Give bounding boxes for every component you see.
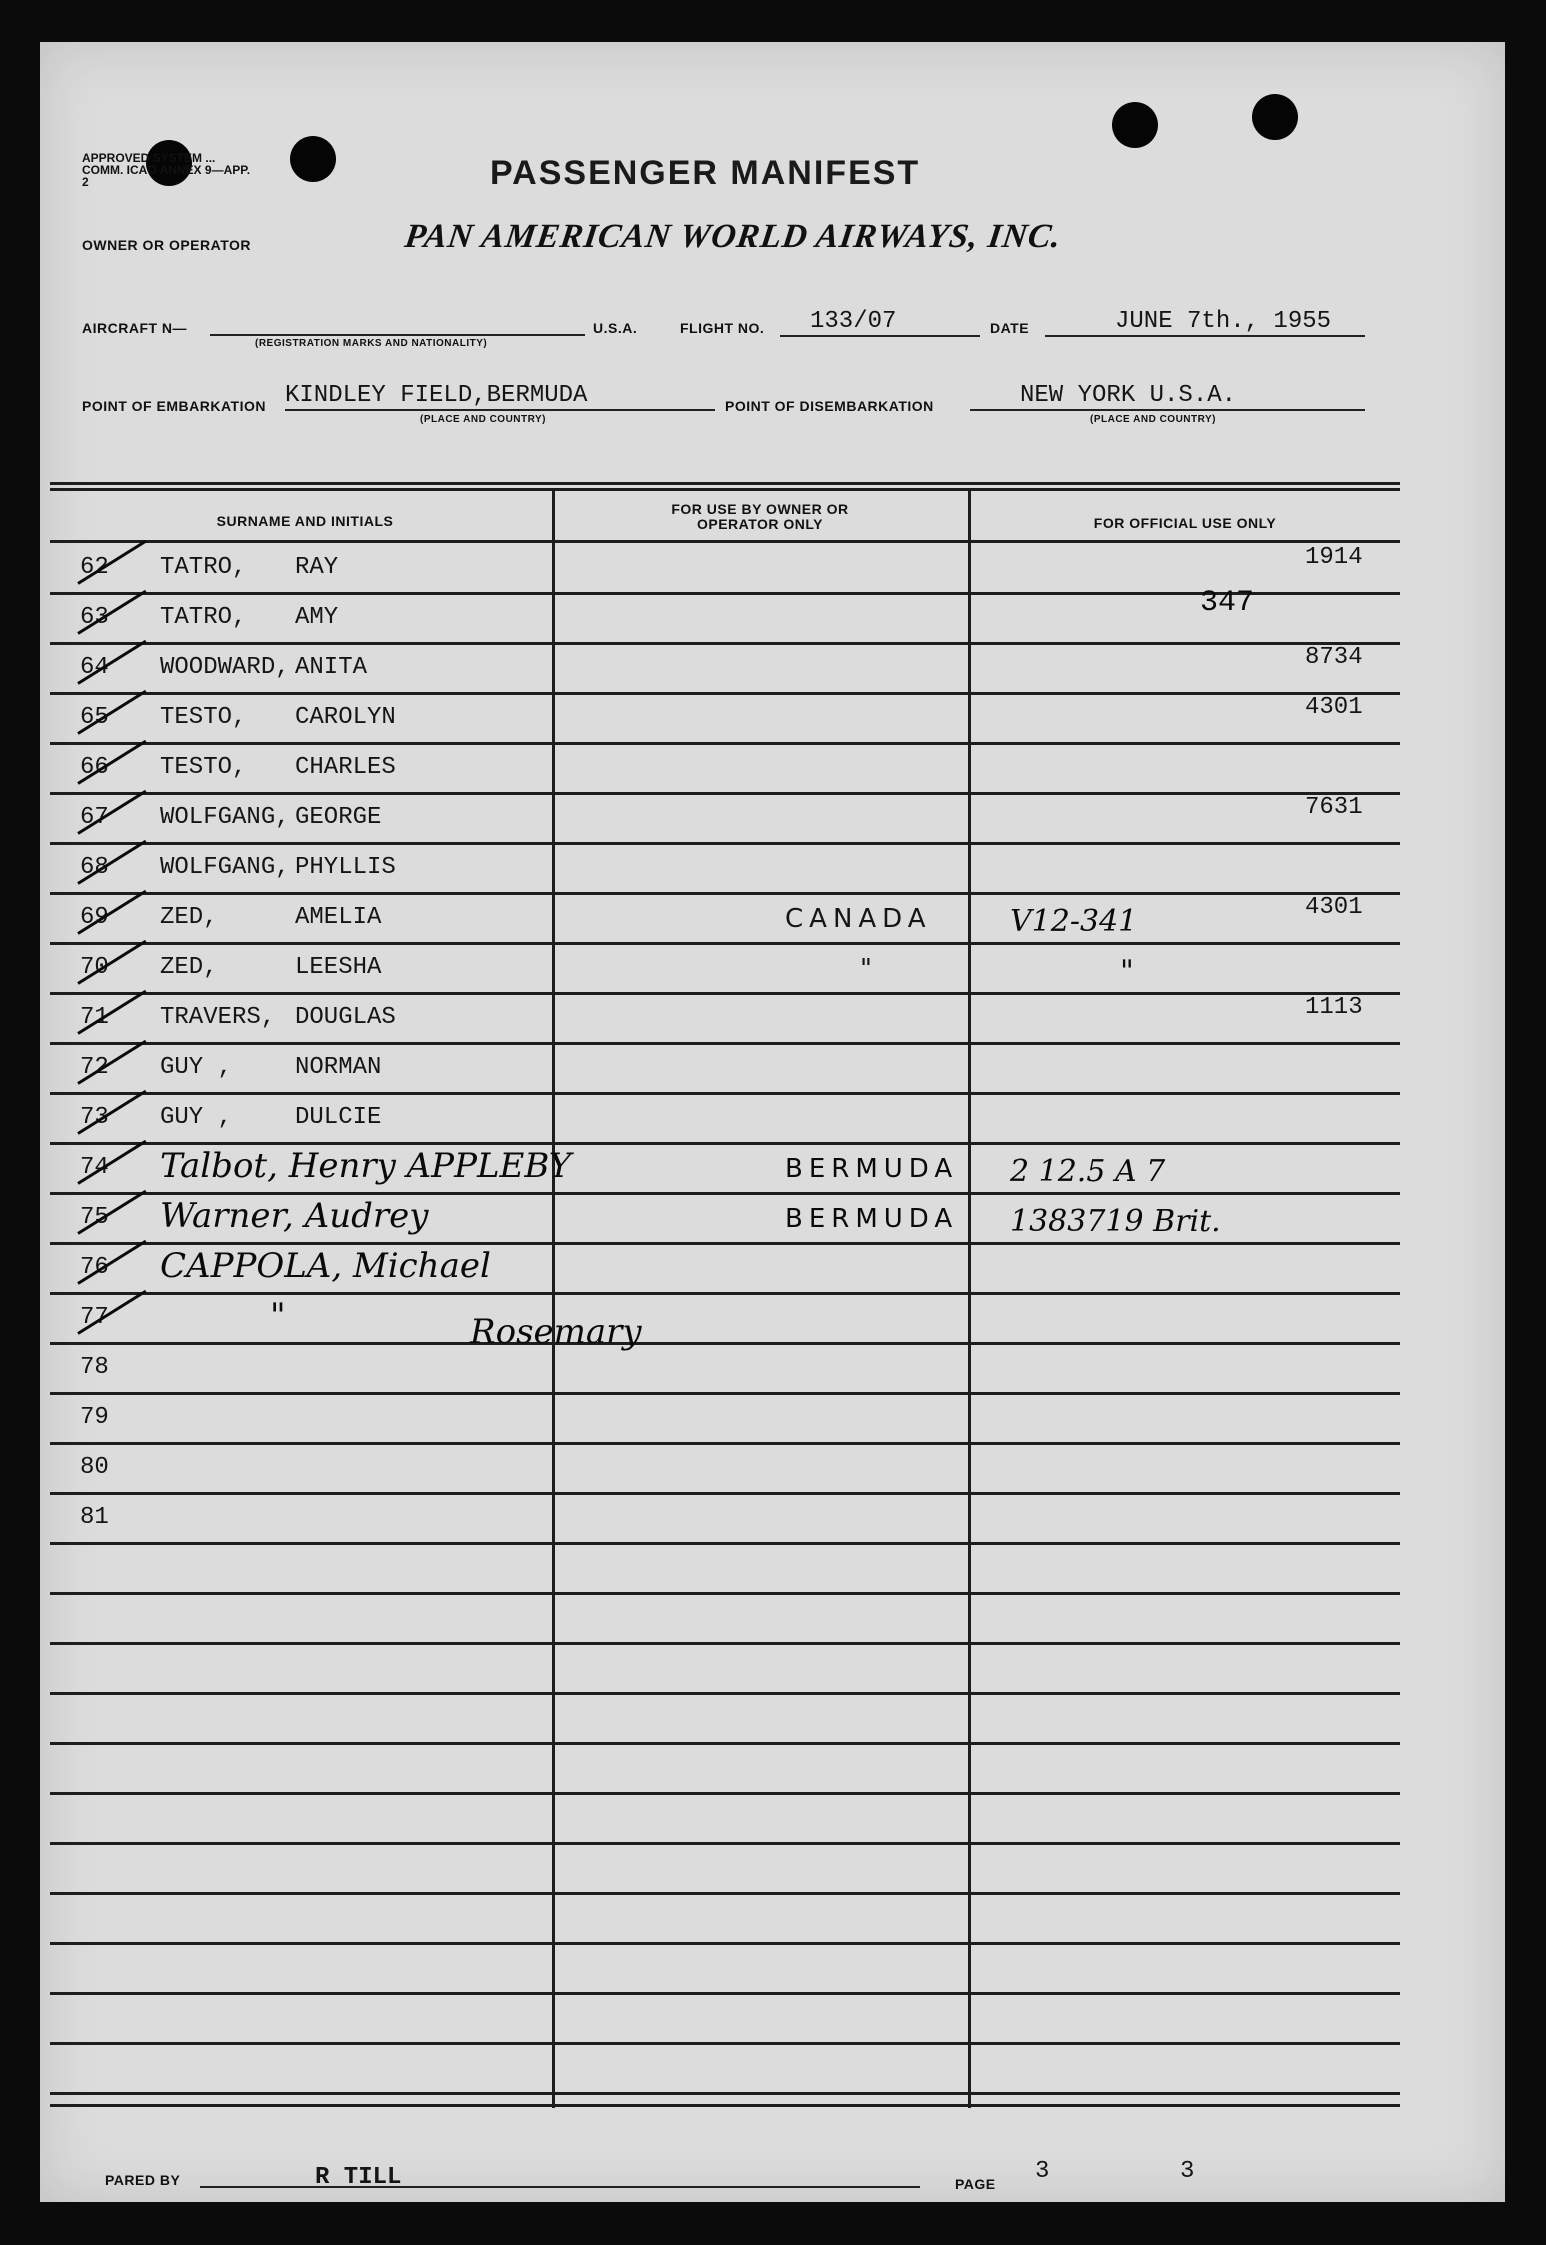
row-number: 69 (80, 904, 109, 931)
disembark-place-caption: (PLACE AND COUNTRY) (1090, 414, 1216, 425)
passenger-given-name: DULCIE (295, 1104, 382, 1131)
passenger-given-name: AMY (295, 604, 339, 631)
passenger-surname: " (270, 1296, 286, 1336)
row-number: 65 (80, 704, 109, 731)
official-code: 1113 (1305, 994, 1363, 1021)
embark-place-caption: (PLACE AND COUNTRY) (420, 414, 546, 425)
row-rule (50, 2042, 1400, 2045)
disembarkation-label: POINT OF DISEMBARKATION (725, 398, 934, 414)
row-rule (50, 642, 1400, 645)
prepared-by-field (200, 2186, 920, 2188)
row-rule (50, 1242, 1400, 1245)
row-number: 74 (80, 1154, 109, 1181)
row-rule (50, 1942, 1400, 1945)
official-use-entry: V12-341 (1010, 904, 1138, 939)
owner-use-entry: CANADA (785, 904, 932, 934)
owner-use-entry: " (860, 954, 878, 984)
official-code: 1914 (1305, 544, 1363, 571)
passenger-surname: TRAVERS, (160, 1004, 276, 1031)
embarkation-label: POINT OF EMBARKATION (82, 398, 266, 414)
passenger-given-name: AMELIA (295, 904, 382, 931)
passenger-given-name: LEESHA (295, 954, 382, 981)
passenger-given-name: DOUGLAS (295, 1004, 396, 1031)
official-use-entry: 347 (1200, 586, 1255, 620)
row-rule (50, 1342, 1400, 1345)
official-code: 4301 (1305, 694, 1363, 721)
row-rule (50, 892, 1400, 895)
manifest-sheet (40, 42, 1505, 2202)
passenger-surname: Warner, Audrey (160, 1196, 429, 1236)
flight-number: 133/07 (780, 308, 980, 337)
row-number: 64 (80, 654, 109, 681)
row-number: 75 (80, 1204, 109, 1231)
table-top-border-2 (50, 488, 1400, 491)
official-code: 8734 (1305, 644, 1363, 671)
row-number: 71 (80, 1004, 109, 1031)
table-top-border-1 (50, 482, 1400, 485)
row-rule (50, 1992, 1400, 1995)
registration-caption: (REGISTRATION MARKS AND NATIONALITY) (255, 338, 488, 349)
row-rule (50, 1392, 1400, 1395)
passenger-surname: WOODWARD, (160, 654, 290, 681)
column-header-owner: FOR USE BY OWNER OR OPERATOR ONLY (671, 501, 849, 532)
row-rule (50, 1692, 1400, 1695)
row-number: 77 (80, 1304, 109, 1331)
row-number: 78 (80, 1354, 109, 1381)
passenger-surname: TATRO, (160, 604, 247, 631)
date-label: DATE (990, 320, 1030, 336)
row-number: 79 (80, 1404, 109, 1431)
punch-hole-2 (290, 136, 336, 182)
flight-label: FLIGHT NO. (680, 320, 765, 336)
row-rule (50, 692, 1400, 695)
column-header-surname: SURNAME AND INITIALS (216, 513, 394, 529)
row-rule (50, 1442, 1400, 1445)
prepared-by-label: PARED BY (105, 2172, 181, 2188)
aircraft-label: AIRCRAFT N— (82, 320, 188, 336)
row-rule (50, 1792, 1400, 1795)
passenger-surname: GUY , (160, 1104, 233, 1131)
row-number: 62 (80, 554, 109, 581)
row-rule (50, 1542, 1400, 1545)
row-number: 81 (80, 1504, 109, 1531)
owner-label: OWNER OR OPERATOR (82, 237, 251, 253)
passenger-given-name: NORMAN (295, 1054, 382, 1081)
date-value: JUNE 7th., 1955 (1045, 308, 1365, 337)
row-number: 66 (80, 754, 109, 781)
row-rule (50, 1092, 1400, 1095)
row-rule (50, 1292, 1400, 1295)
column-divider-1 (552, 488, 555, 2108)
official-code: 7631 (1305, 794, 1363, 821)
page-title: PASSENGER MANIFEST (490, 154, 921, 192)
row-rule (50, 1142, 1400, 1145)
row-rule (50, 2092, 1400, 2095)
passenger-surname: CAPPOLA, Michael (160, 1246, 491, 1286)
prepared-by-value: R TILL (315, 2164, 402, 2191)
passenger-given-name: CHARLES (295, 754, 396, 781)
column-divider-2 (968, 488, 971, 2108)
row-rule (50, 1192, 1400, 1195)
row-rule (50, 1592, 1400, 1595)
owner-use-entry: BERMUDA (785, 1204, 959, 1234)
passenger-given-name: RAY (295, 554, 339, 581)
passenger-surname: TATRO, (160, 554, 247, 581)
official-use-entry: 2 12.5 A 7 (1010, 1154, 1166, 1189)
row-rule (50, 1742, 1400, 1745)
row-rule (50, 742, 1400, 745)
passenger-surname: WOLFGANG, (160, 854, 290, 881)
embarkation-value: KINDLEY FIELD,BERMUDA (285, 382, 715, 411)
row-number: 63 (80, 604, 109, 631)
row-number: 73 (80, 1104, 109, 1131)
row-number: 68 (80, 854, 109, 881)
page-total: 3 (1180, 2158, 1195, 2185)
passenger-given-name: GEORGE (295, 804, 382, 831)
passenger-given-name: Rosemary (470, 1312, 642, 1352)
row-rule (50, 1642, 1400, 1645)
passenger-surname: WOLFGANG, (160, 804, 290, 831)
row-rule (50, 942, 1400, 945)
row-number: 70 (80, 954, 109, 981)
row-rule (50, 592, 1400, 595)
company-name: PAN AMERICAN WORLD AIRWAYS, INC. (402, 218, 1064, 255)
row-number: 80 (80, 1454, 109, 1481)
approval-stamp: APPROVED SYSTEM ... COMM. ICAO ANNEX 9—APP. 2 (82, 151, 251, 189)
passenger-surname: TESTO, (160, 754, 247, 781)
row-number: 76 (80, 1254, 109, 1281)
passenger-surname: ZED, (160, 954, 218, 981)
row-number: 67 (80, 804, 109, 831)
row-rule (50, 1892, 1400, 1895)
punch-hole-3 (1112, 102, 1158, 148)
passenger-given-name: PHYLLIS (295, 854, 396, 881)
row-rule (50, 1492, 1400, 1495)
passenger-given-name: ANITA (295, 654, 368, 681)
punch-hole-4 (1252, 94, 1298, 140)
page-label: PAGE (955, 2176, 996, 2192)
aircraft-field (210, 334, 585, 336)
usa-label: U.S.A. (593, 320, 638, 336)
passenger-surname: GUY , (160, 1054, 233, 1081)
page-number: 3 (1035, 2158, 1050, 2185)
passenger-surname: TESTO, (160, 704, 247, 731)
official-use-entry: 1383719 Brit. (1010, 1204, 1221, 1239)
row-number: 72 (80, 1054, 109, 1081)
owner-use-entry: BERMUDA (785, 1154, 959, 1184)
official-use-entry: " (1120, 954, 1134, 989)
row-rule (50, 1842, 1400, 1845)
header-bottom-rule (50, 540, 1400, 543)
official-code: 4301 (1305, 894, 1363, 921)
row-rule (50, 792, 1400, 795)
disembarkation-value: NEW YORK U.S.A. (970, 382, 1365, 411)
table-bottom-border (50, 2104, 1400, 2107)
row-rule (50, 1042, 1400, 1045)
column-header-official: FOR OFFICIAL USE ONLY (1093, 515, 1277, 531)
passenger-given-name: CAROLYN (295, 704, 396, 731)
passenger-surname: Talbot, Henry APPLEBY (160, 1146, 572, 1186)
row-rule (50, 842, 1400, 845)
passenger-surname: ZED, (160, 904, 218, 931)
row-rule (50, 992, 1400, 995)
